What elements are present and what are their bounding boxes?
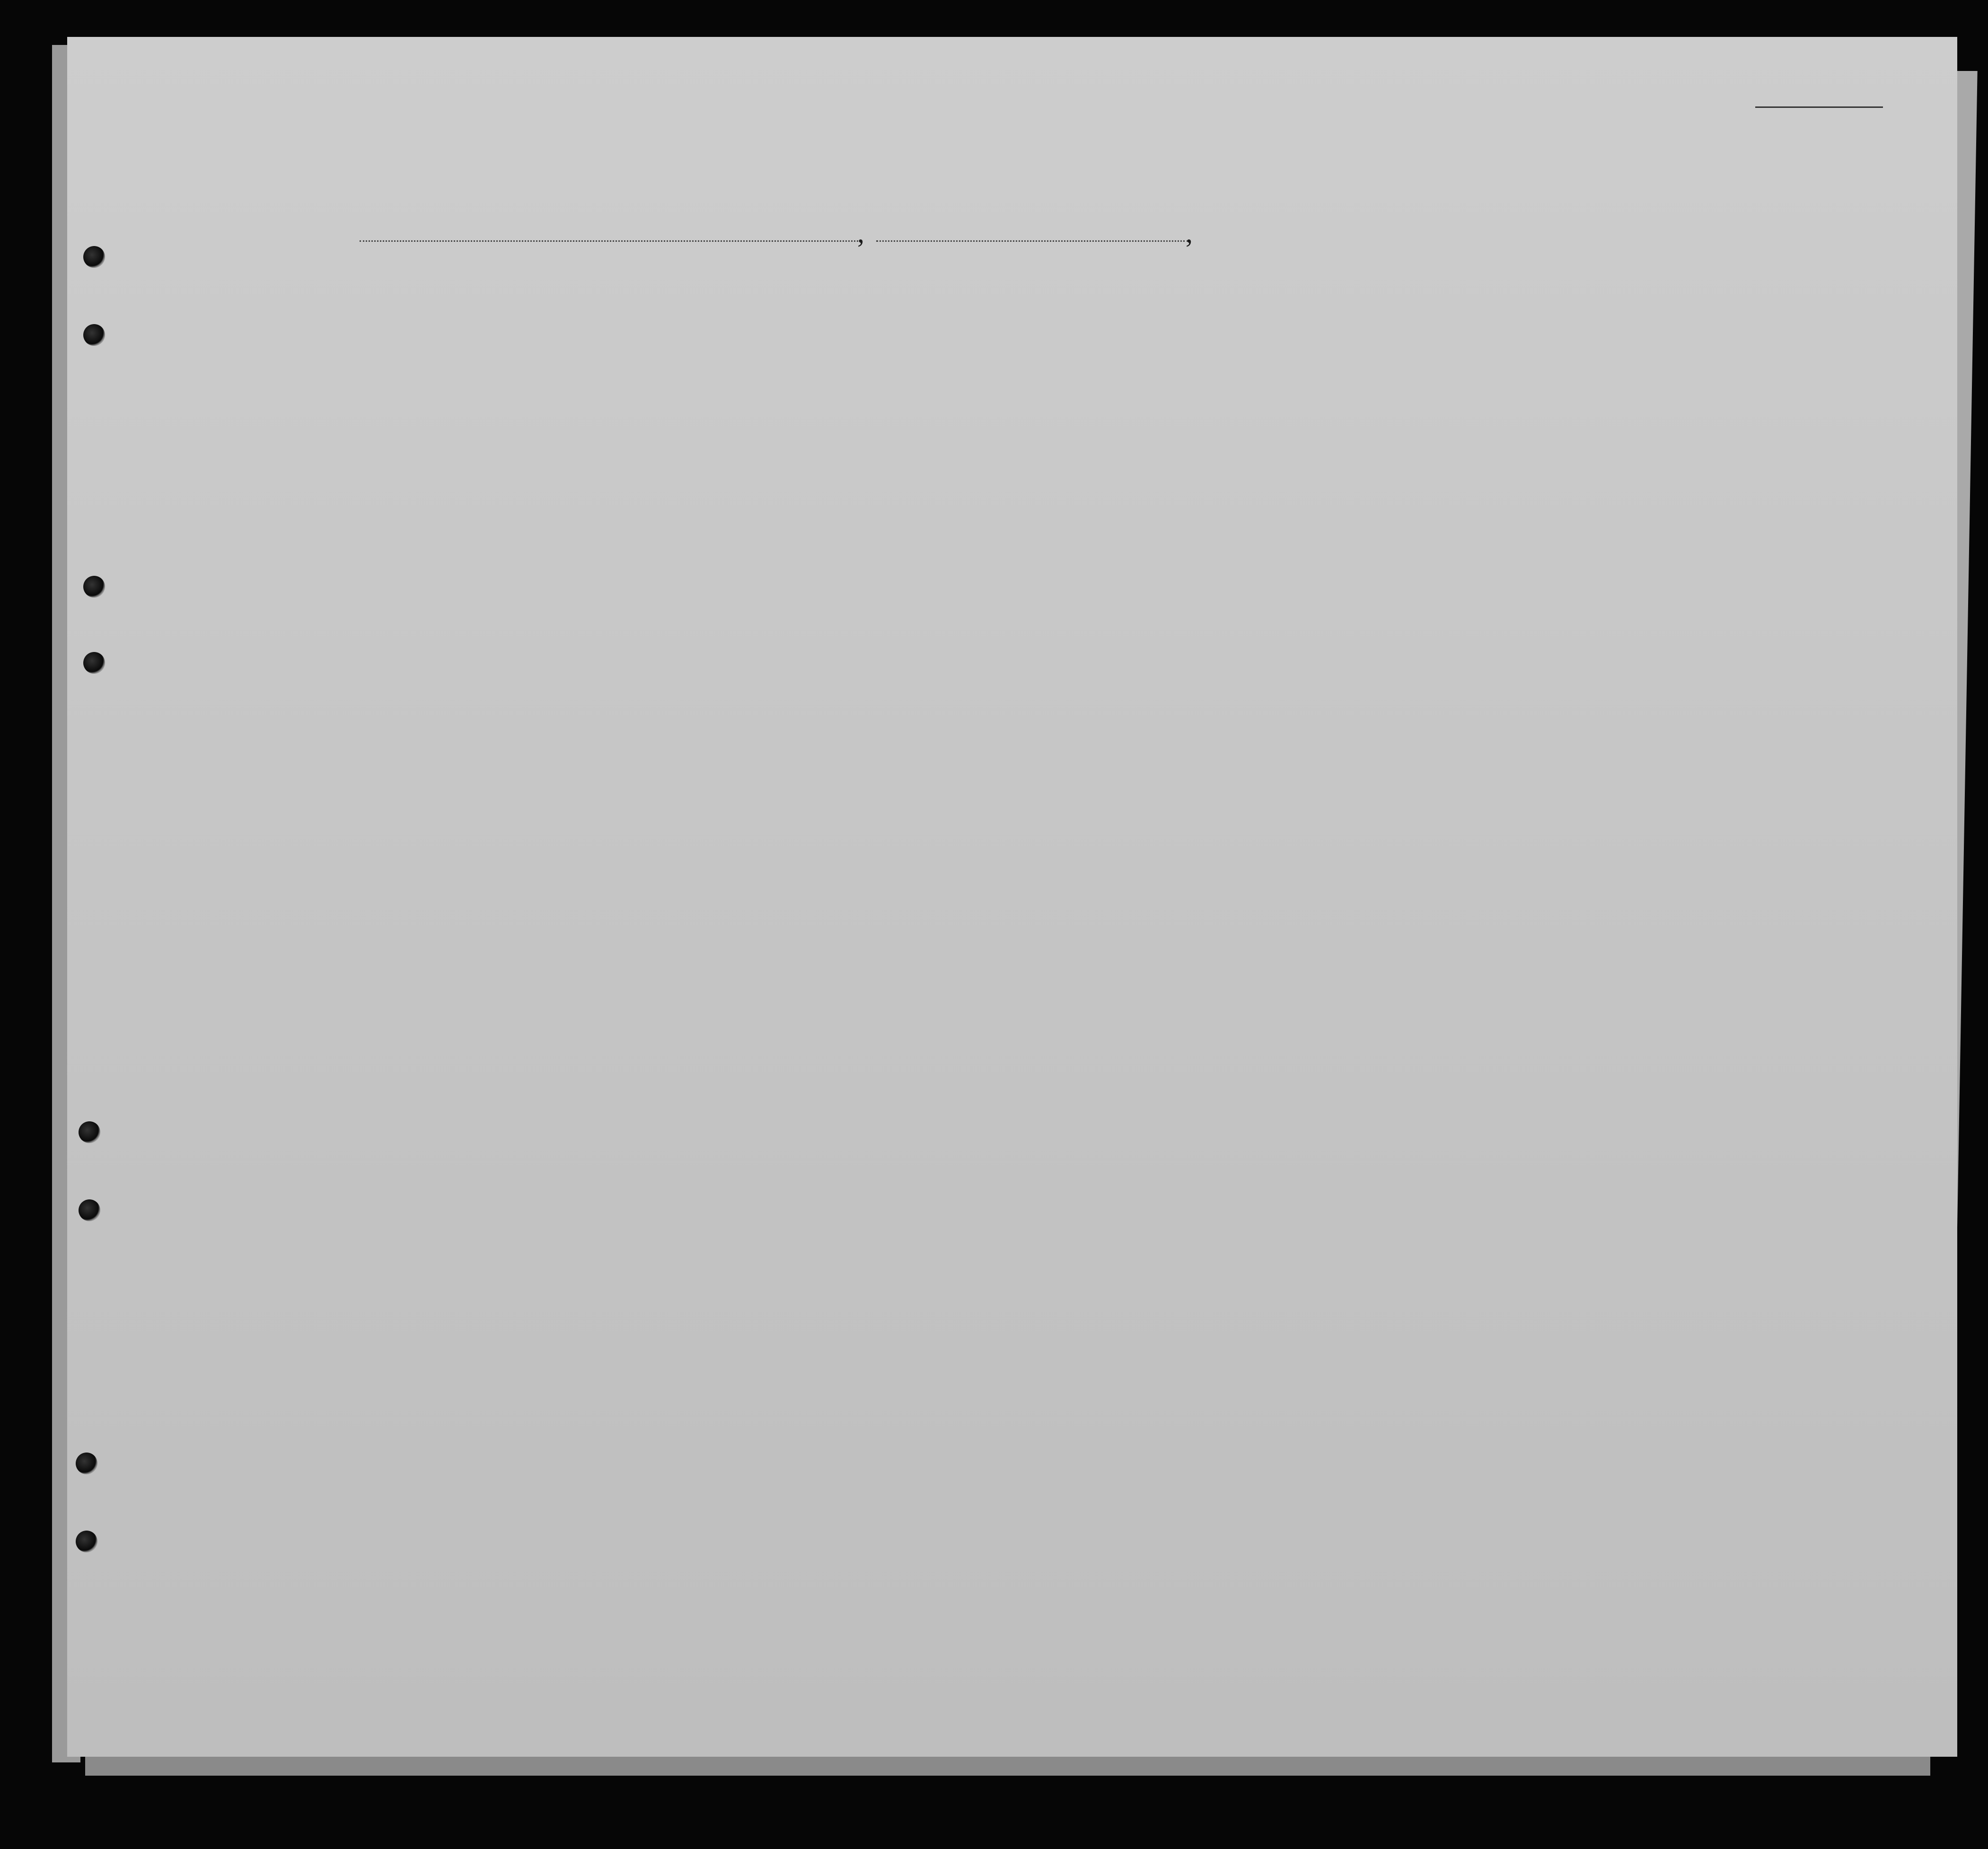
header-fifty-dollars	[712, 305, 736, 433]
header-length-stay	[1197, 321, 1226, 444]
header-ticket	[595, 305, 621, 431]
header-return-intent	[1132, 321, 1171, 444]
header-prison	[1283, 308, 1312, 445]
header-feet	[1621, 381, 1635, 435]
header-citizen-intent	[1247, 321, 1276, 444]
header-anarchist	[1343, 308, 1362, 445]
comma: ,	[1186, 217, 1193, 248]
header-deported	[1467, 308, 1487, 445]
header-inches	[1645, 381, 1660, 435]
comma: ,	[857, 217, 864, 248]
header-overthrow	[1367, 308, 1419, 445]
header-polygamist	[1320, 308, 1339, 445]
header-labor-offer	[1415, 308, 1452, 445]
